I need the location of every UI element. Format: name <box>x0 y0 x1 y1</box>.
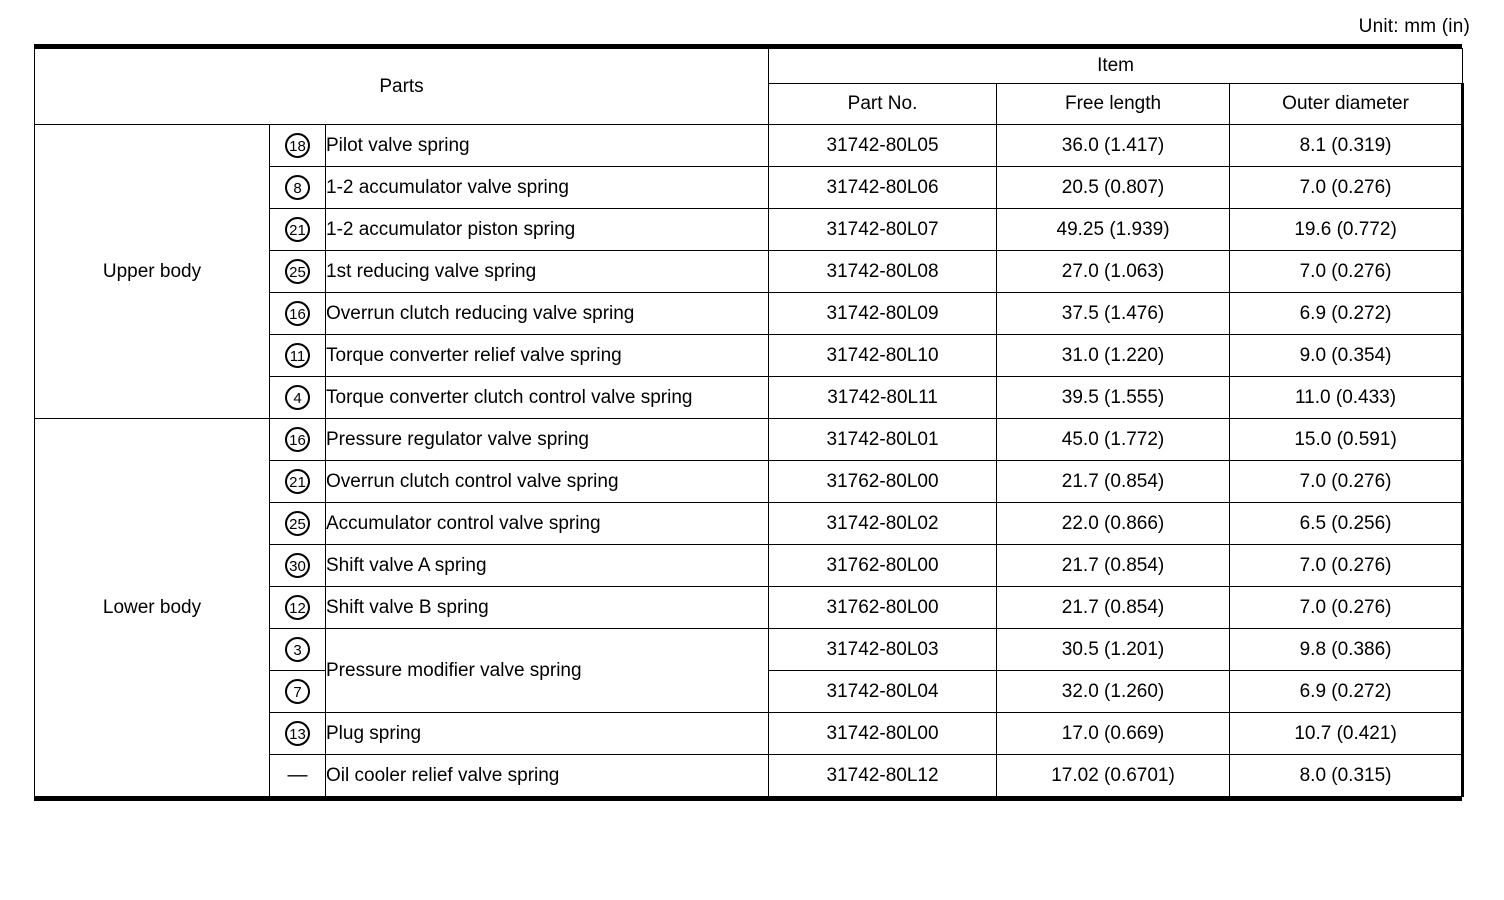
free-length: 21.7 (0.854) <box>997 587 1230 629</box>
outer-diameter: 6.9 (0.272) <box>1230 671 1463 713</box>
outer-diameter: 19.6 (0.772) <box>1230 209 1463 251</box>
part-no: 31762-80L00 <box>769 545 997 587</box>
item-number <box>270 587 326 629</box>
callout-circle: 3 <box>285 637 310 662</box>
table-row <box>35 419 1463 461</box>
outer-diameter: 8.1 (0.319) <box>1230 125 1463 167</box>
callout-circle: 30 <box>285 553 310 578</box>
outer-diameter: 7.0 (0.276) <box>1230 461 1463 503</box>
free-length: 21.7 (0.854) <box>997 461 1230 503</box>
part-name: Plug spring <box>326 713 769 755</box>
free-length: 37.5 (1.476) <box>997 293 1230 335</box>
header-item: Item <box>769 49 1463 84</box>
part-name: Torque converter relief valve spring <box>326 335 769 377</box>
item-number <box>270 125 326 167</box>
part-no: 31742-80L11 <box>769 377 997 419</box>
free-length: 31.0 (1.220) <box>997 335 1230 377</box>
part-no: 31742-80L01 <box>769 419 997 461</box>
outer-diameter: 15.0 (0.591) <box>1230 419 1463 461</box>
outer-diameter: 7.0 (0.276) <box>1230 167 1463 209</box>
part-name: Shift valve A spring <box>326 545 769 587</box>
item-number <box>270 335 326 377</box>
free-length: 30.5 (1.201) <box>997 629 1230 671</box>
item-number <box>270 503 326 545</box>
table-bottom-rule <box>34 797 1462 801</box>
callout-circle: 21 <box>285 217 310 242</box>
callout-circle: 16 <box>285 427 310 452</box>
item-number <box>270 209 326 251</box>
callout-circle: 21 <box>285 469 310 494</box>
outer-diameter: 7.0 (0.276) <box>1230 587 1463 629</box>
free-length: 39.5 (1.555) <box>997 377 1230 419</box>
spring-specification-table <box>34 48 1464 797</box>
outer-diameter: 6.5 (0.256) <box>1230 503 1463 545</box>
callout-circle: 11 <box>285 343 310 368</box>
callout-circle: 13 <box>285 721 310 746</box>
callout-circle: 4 <box>285 385 310 410</box>
item-number <box>270 713 326 755</box>
outer-diameter: 7.0 (0.276) <box>1230 251 1463 293</box>
spec-table-container <box>34 44 1462 801</box>
header-parts: Parts <box>35 49 769 125</box>
part-name: Overrun clutch control valve spring <box>326 461 769 503</box>
part-no: 31742-80L08 <box>769 251 997 293</box>
outer-diameter: 9.8 (0.386) <box>1230 629 1463 671</box>
free-length: 21.7 (0.854) <box>997 545 1230 587</box>
part-no: 31742-80L10 <box>769 335 997 377</box>
part-no: 31742-80L07 <box>769 209 997 251</box>
callout-circle: 25 <box>285 511 310 536</box>
part-name: Torque converter clutch control valve spring <box>326 377 769 419</box>
free-length: 36.0 (1.417) <box>997 125 1230 167</box>
part-no: 31742-80L03 <box>769 629 997 671</box>
callout-circle: 18 <box>285 133 310 158</box>
header-row-1 <box>35 49 1463 84</box>
free-length: 20.5 (0.807) <box>997 167 1230 209</box>
part-name: 1-2 accumulator piston spring <box>326 209 769 251</box>
item-number <box>270 167 326 209</box>
free-length: 32.0 (1.260) <box>997 671 1230 713</box>
part-name: Accumulator control valve spring <box>326 503 769 545</box>
part-no: 31742-80L05 <box>769 125 997 167</box>
header-outer-diameter: Outer diameter <box>1230 84 1463 125</box>
part-no: 31742-80L00 <box>769 713 997 755</box>
part-no: 31742-80L04 <box>769 671 997 713</box>
outer-diameter: 11.0 (0.433) <box>1230 377 1463 419</box>
outer-diameter: 6.9 (0.272) <box>1230 293 1463 335</box>
part-name: 1-2 accumulator valve spring <box>326 167 769 209</box>
item-number <box>270 671 326 713</box>
callout-circle: 12 <box>285 595 310 620</box>
free-length: 17.02 (0.6701) <box>997 755 1230 797</box>
callout-circle: 7 <box>285 679 310 704</box>
outer-diameter: 8.0 (0.315) <box>1230 755 1463 797</box>
part-no: 31762-80L00 <box>769 587 997 629</box>
part-name: Oil cooler relief valve spring <box>326 755 769 797</box>
part-name: Shift valve B spring <box>326 587 769 629</box>
part-no: 31742-80L09 <box>769 293 997 335</box>
callout-circle: 8 <box>285 175 310 200</box>
group-label-lower-body: Lower body <box>35 419 270 797</box>
item-number <box>270 755 326 797</box>
item-number <box>270 545 326 587</box>
part-name: Pressure modifier valve spring <box>326 629 769 713</box>
outer-diameter: 7.0 (0.276) <box>1230 545 1463 587</box>
header-free-length: Free length <box>997 84 1230 125</box>
part-no: 31742-80L12 <box>769 755 997 797</box>
callout-circle: 16 <box>285 301 310 326</box>
free-length: 22.0 (0.866) <box>997 503 1230 545</box>
table-header <box>35 49 1463 125</box>
part-name: Pilot valve spring <box>326 125 769 167</box>
free-length: 27.0 (1.063) <box>997 251 1230 293</box>
item-number <box>270 293 326 335</box>
part-no: 31742-80L02 <box>769 503 997 545</box>
free-length: 45.0 (1.772) <box>997 419 1230 461</box>
header-part-no: Part No. <box>769 84 997 125</box>
part-no: 31762-80L00 <box>769 461 997 503</box>
item-number <box>270 461 326 503</box>
outer-diameter: 9.0 (0.354) <box>1230 335 1463 377</box>
free-length: 49.25 (1.939) <box>997 209 1230 251</box>
part-name: Pressure regulator valve spring <box>326 419 769 461</box>
group-label-upper-body: Upper body <box>35 125 270 419</box>
part-name: 1st reducing valve spring <box>326 251 769 293</box>
table-row <box>35 125 1463 167</box>
part-no: 31742-80L06 <box>769 167 997 209</box>
table-body <box>35 125 1463 797</box>
callout-circle: 25 <box>285 259 310 284</box>
item-number <box>270 629 326 671</box>
unit-note: Unit: mm (in) <box>1358 16 1470 37</box>
item-number <box>270 251 326 293</box>
item-number <box>270 419 326 461</box>
item-number <box>270 377 326 419</box>
callout-dash: — <box>287 764 308 786</box>
part-name: Overrun clutch reducing valve spring <box>326 293 769 335</box>
free-length: 17.0 (0.669) <box>997 713 1230 755</box>
outer-diameter: 10.7 (0.421) <box>1230 713 1463 755</box>
